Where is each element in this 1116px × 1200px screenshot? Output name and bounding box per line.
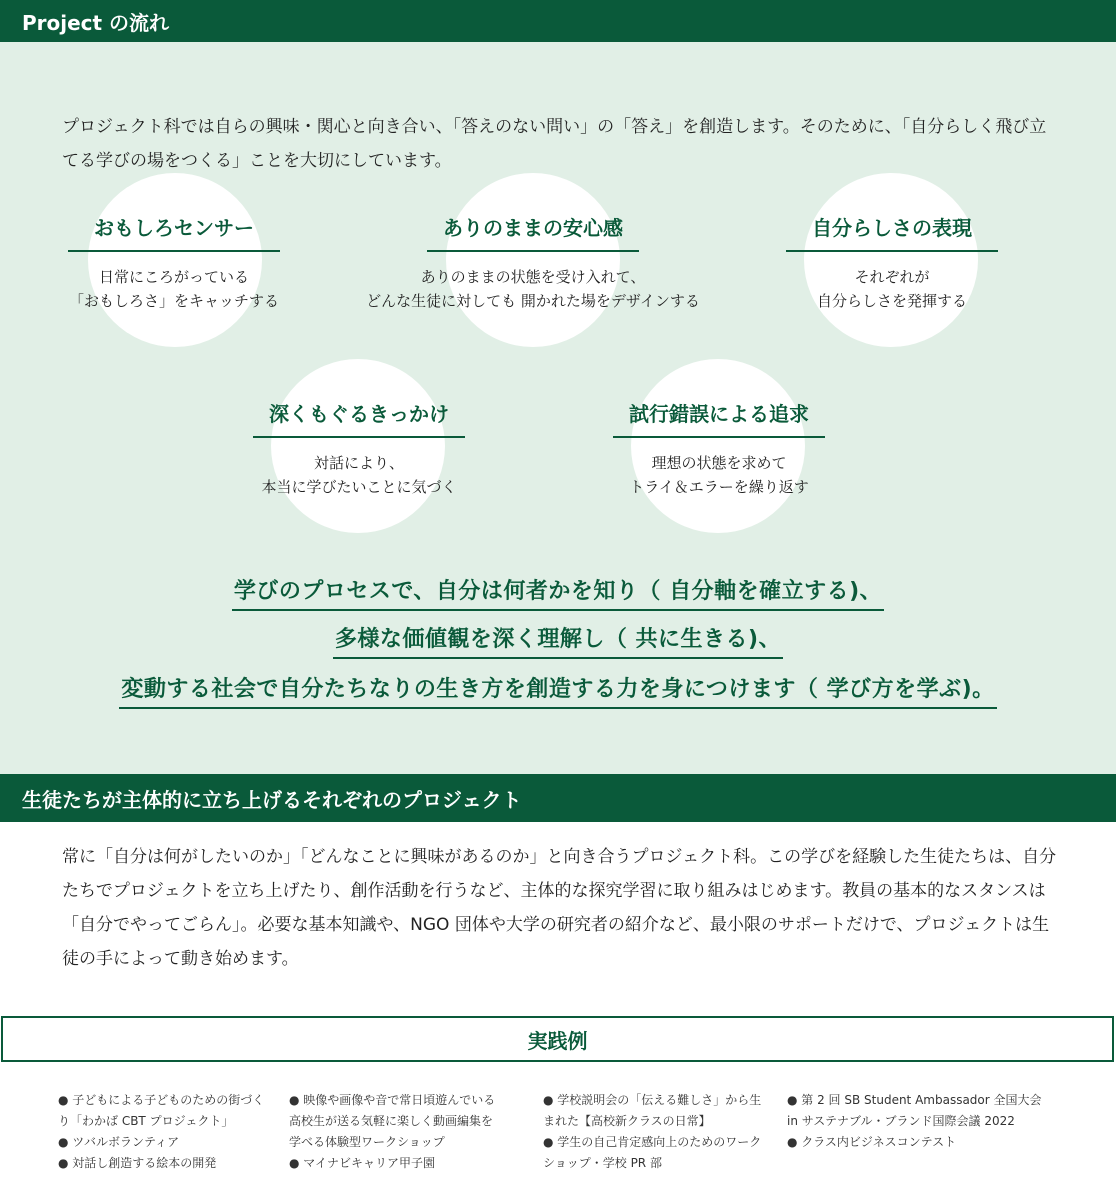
section-header-student-projects — [0, 774, 1116, 822]
circle-decoration — [446, 173, 620, 347]
tagline — [0, 672, 1116, 709]
example-item: ● 学校説明会の「伝える難しさ」から生まれた【高校新クラスの日常】 — [543, 1093, 762, 1128]
examples-heading-box — [1, 1016, 1114, 1062]
section-header-project-flow — [0, 0, 1116, 42]
example-item: ● 学生の自己肯定感向上のためのワークショップ・学校 PR 部 — [543, 1135, 762, 1170]
principle-description — [4, 265, 344, 313]
principle-desc-line: ありのままの状態を受け入れて、 — [420, 268, 646, 286]
principle-title: おもしろセンサー — [94, 216, 254, 240]
examples-column — [787, 1090, 1049, 1153]
examples-heading: 実践例 — [527, 1028, 588, 1053]
principle-desc-line: 対話により、 — [313, 454, 404, 472]
principle-underline — [427, 250, 639, 252]
principle-title: 深くもぐるきっかけ — [269, 402, 449, 426]
student-projects-body: 常に「自分は何がしたいのか」「どんなことに興味があるのか」と向き合うプロジェクト科。この学びを経験した生徒たちは、自分たちでプロジェクトを立ち上げたり、創作活動を行うなど、主体的な探究学習に取り組みはじめます。教員の基本的なスタンスは「自分でやってごらん」。必要な基本知識や、NGO 団体や大学の研究者の紹介など、最小限のサポートだけで、プロジェクトは生徒の手によって動き始めます。 — [62, 847, 1057, 969]
example-item: ● ツバルボランティア — [58, 1135, 180, 1149]
example-item: ● 子どもによる子どものための街づくり「わかば CBT プロジェクト」 — [58, 1093, 265, 1128]
principle-description — [549, 451, 889, 499]
principle-title: 自分らしさの表現 — [812, 216, 972, 240]
section-title: 生徒たちが主体的に立ち上げるそれぞれのプロジェクト — [22, 787, 522, 812]
example-item: ● マイナビキャリア甲子園 — [289, 1156, 436, 1170]
example-item: ● 映像や画像や音で常日頃遊んでいる高校生が送る気軽に楽しく動画編集を学べる体験型ワークショップ — [289, 1093, 496, 1149]
circle-decoration — [88, 173, 262, 347]
principle-desc-line: トライ＆エラーを繰り返す — [629, 478, 809, 496]
tagline — [0, 574, 1116, 611]
principle-underline — [253, 436, 465, 438]
principle-underline — [786, 250, 998, 252]
principle-desc-line: 自分らしさを発揮する — [816, 292, 967, 310]
examples-column — [543, 1090, 765, 1174]
principle-title: 試行錯誤による追求 — [629, 402, 809, 426]
principle-desc-line: 理想の状態を求めて — [651, 454, 787, 472]
examples-column — [58, 1090, 270, 1174]
principle-desc-line: どんな生徒に対しても 開かれた場をデザインする — [366, 292, 700, 310]
principle-underline — [68, 250, 280, 252]
circle-decoration — [804, 173, 978, 347]
tagline-text: 多様な価値観を深く理解し（ 共に生きる)、 — [333, 622, 783, 659]
principle-description — [722, 265, 1062, 313]
examples-column — [289, 1090, 503, 1174]
principle-title: ありのままの安心感 — [443, 216, 623, 240]
circle-decoration — [631, 359, 805, 533]
tagline — [0, 622, 1116, 659]
intro-text: プロジェクト科では自らの興味・関心と向き合い、「答えのない問い」の「答え」を創造します。そのために、「自分らしく飛び立てる学びの場をつくる」ことを大切にしています。 — [62, 117, 1047, 171]
example-item: ● 第 2 回 SB Student Ambassador 全国大会 in サステナブル・ブランド国際会議 2022 — [787, 1093, 1042, 1128]
principle-desc-line: 「おもしろさ」をキャッチする — [68, 292, 279, 310]
tagline-text: 学びのプロセスで、自分は何者かを知り（ 自分軸を確立する)、 — [232, 574, 884, 611]
principle-description — [189, 451, 529, 499]
principle-description — [343, 265, 723, 313]
circle-decoration — [271, 359, 445, 533]
principle-desc-line: それぞれが — [854, 268, 930, 286]
principle-underline — [613, 436, 825, 438]
principle-desc-line: 本当に学びたいことに気づく — [261, 478, 457, 496]
section-title: Project の流れ — [22, 10, 170, 35]
example-item: ● 対話し創造する絵本の開発 — [58, 1156, 217, 1170]
project-flow-section — [0, 42, 1116, 774]
principle-desc-line: 日常にころがっている — [98, 268, 249, 286]
example-item: ● クラス内ビジネスコンテスト — [787, 1135, 957, 1149]
tagline-text: 変動する社会で自分たちなりの生き方を創造する力を身につけます（ 学び方を学ぶ)。 — [119, 672, 996, 709]
